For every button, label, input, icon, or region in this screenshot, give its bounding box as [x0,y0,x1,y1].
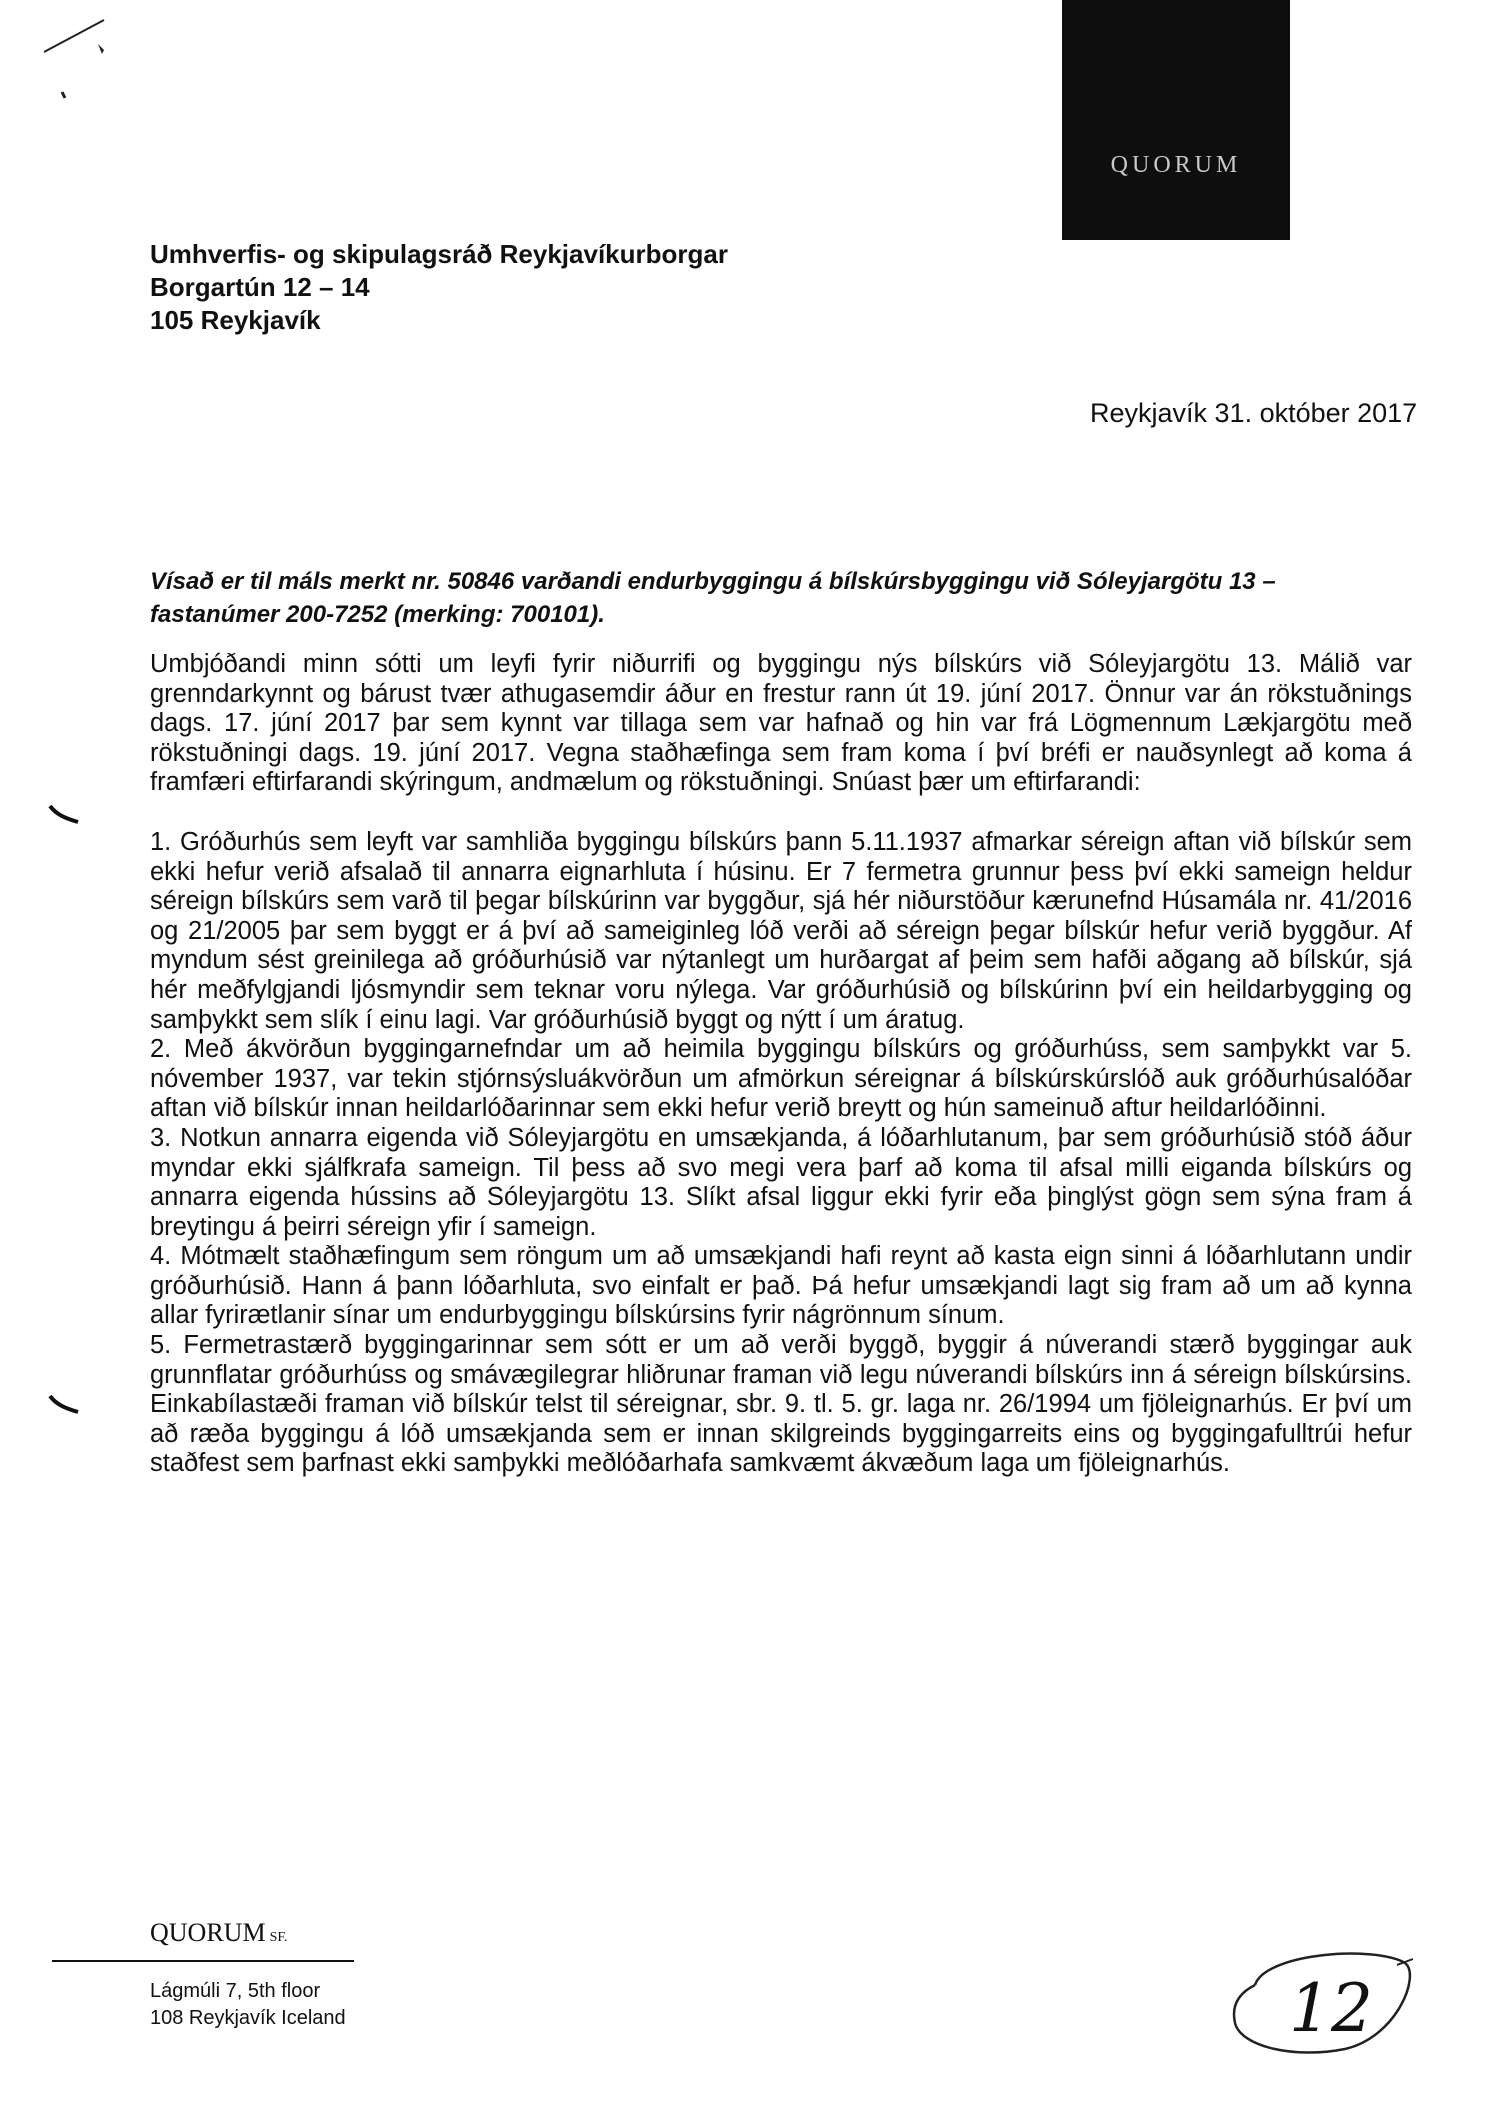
quorum-logo [1062,0,1290,240]
logo-text: QUORUM [1110,152,1242,178]
handwritten-page-number [1225,1945,1425,2065]
recipient-city: 105 Reykjavík [150,305,321,335]
point-2: 2. Með ákvörðun byggingarnefndar um að heimila byggingu bílskúrs og gróðurhúss, sem samþykkt var 5. nóvember 1937, var tekin stjórnsýsluákvörðun um afmörkun séreignar á bílskúrskúrslóð auk gróðurhúsalóðar aftan við bílskúr innan heildarlóðarinnar sem ekki hefur verið breytt og hún sameinuð aftur heildarlóðinni. [150,1035,1412,1123]
letter-body [150,650,1412,1479]
address-line-2: 108 Reykjavík Iceland [150,2007,346,2029]
recipient-block [150,238,728,337]
scan-mark [40,0,130,110]
point-1: 1. Gróðurhús sem leyft var samhliða byggingu bílskúrs þann 5.11.1937 afmarkar séreign aftan við bílskúr sem ekki hefur verið afsalað til annarra eignarhluta í húsinu. Er 7 fermetra grunnur þess því ekki sameign heldur séreign bílskúrs sem varð til þegar bílskúrinn var byggður, sjá hér niðurstöður kærunefnd Húsamála nr. 41/2016 og 21/2005 þar sem byggt er á því að sameiginleg lóð verði að séreign þegar bílskúr hefur verið byggður. Af myndum sést greinilega að gróðurhúsið var nýtanlegt um hurðargat af þeim sem hafði aðgang að bílskúr, sjá hér meðfylgjandi ljósmyndir sem teknar voru nýlega. Var gróðurhúsið og bílskúrinn því ein heildarbygging og samþykkt sem slík í einu lagi. Var gróðurhúsið byggt og nýtt í um áratug. [150,827,1412,1034]
point-4: 4. Mótmælt staðhæfingum sem röngum um að umsækjandi hafi reynt að kasta eign sinni á lóðarhlutann undir gróðurhúsið. Hann á þann lóðarhluta, svo einfalt er það. Þá hefur umsækjandi lagt sig fram að um að kynna allar fyrirætlanir sínar um endurbyggingu bílskúrsins fyrir nágrönnum sínum. [150,1242,1412,1330]
footer-brand-suffix: SF. [269,1930,288,1945]
recipient-name: Umhverfis- og skipulagsráð Reykjavíkurborgar [150,239,728,269]
point-3: 3. Notkun annarra eigenda við Sóleyjargötu en umsækjanda, á lóðarhlutanum, þar sem gróðurhúsið stóð áður myndar ekki sjálfkrafa sameign. Til þess að svo megi vera þarf að koma til afsal milli eiganda bílskúrs og annarra eigenda hússins að Sóleyjargötu 13. Slíkt afsal liggur ekki fyrir eða þinglýst gögn sem sýna fram á breytingu á þeirri séreign yfir í sameign. [150,1123,1412,1241]
footer-address [150,1978,346,2032]
footer-divider [52,1960,354,1962]
page-number-text: 12 [1289,1970,1373,2047]
recipient-street: Borgartún 12 – 14 [150,272,370,302]
footer-logo [150,1918,288,1948]
intro-paragraph: Umbjóðandi minn sótti um leyfi fyrir niðurrifi og byggingu nýs bílskúrs við Sóleyjargötu 13. Málið var grenndarkynnt og bárust tvær athugasemdir áður en frestur rann út 19. júní 2017. Önnur var án rökstuðnings dags. 17. júní 2017 þar sem kynnt var tillaga sem var hafnað og hin var frá Lögmennum Lækjargötu með rökstuðningi dags. 19. júní 2017. Vegna staðhæfinga sem fram koma í því bréfi er nauðsynlegt að koma á framfæri eftirfarandi skýringum, andmælum og rökstuðningi. Snúast þær um eftirfarandi: [150,650,1412,797]
address-line-1: Lágmúli 7, 5th floor [150,1980,321,2002]
footer-brand-name: QUORUM [150,1918,266,1947]
subject-line: Vísað er til máls merkt nr. 50846 varðandi endurbyggingu á bílskúrsbyggingu við Sóleyjargötu 13 – fastanúmer 200-7252 (merking: 700101). [150,568,1276,628]
point-5: 5. Fermetrastærð byggingarinnar sem sótt er um að verði byggð, byggir á núverandi stærð byggingar auk grunnflatar gróðurhúss og smávægilegrar hliðrunar framan við legu núverandi bílskúrs inn á séreign bílskúrsins. Einkabílastæði framan við bílskúr telst til séreignar, sbr. 9. tl. 5. gr. laga nr. 26/1994 um fjöleignarhús. Er því um að ræða byggingu á lóð umsækjanda sem er innan skilgreinds byggingarreits eins og byggingafulltrúi hefur staðfest sem þarfnast ekki samþykki meðlóðarhafa samkvæmt ákvæðum laga um fjöleignarhús. [150,1331,1412,1478]
scan-tick-mark [46,800,86,830]
scan-tick-mark [46,1390,86,1420]
letter-date: Reykjavík 31. október 2017 [1090,398,1418,428]
